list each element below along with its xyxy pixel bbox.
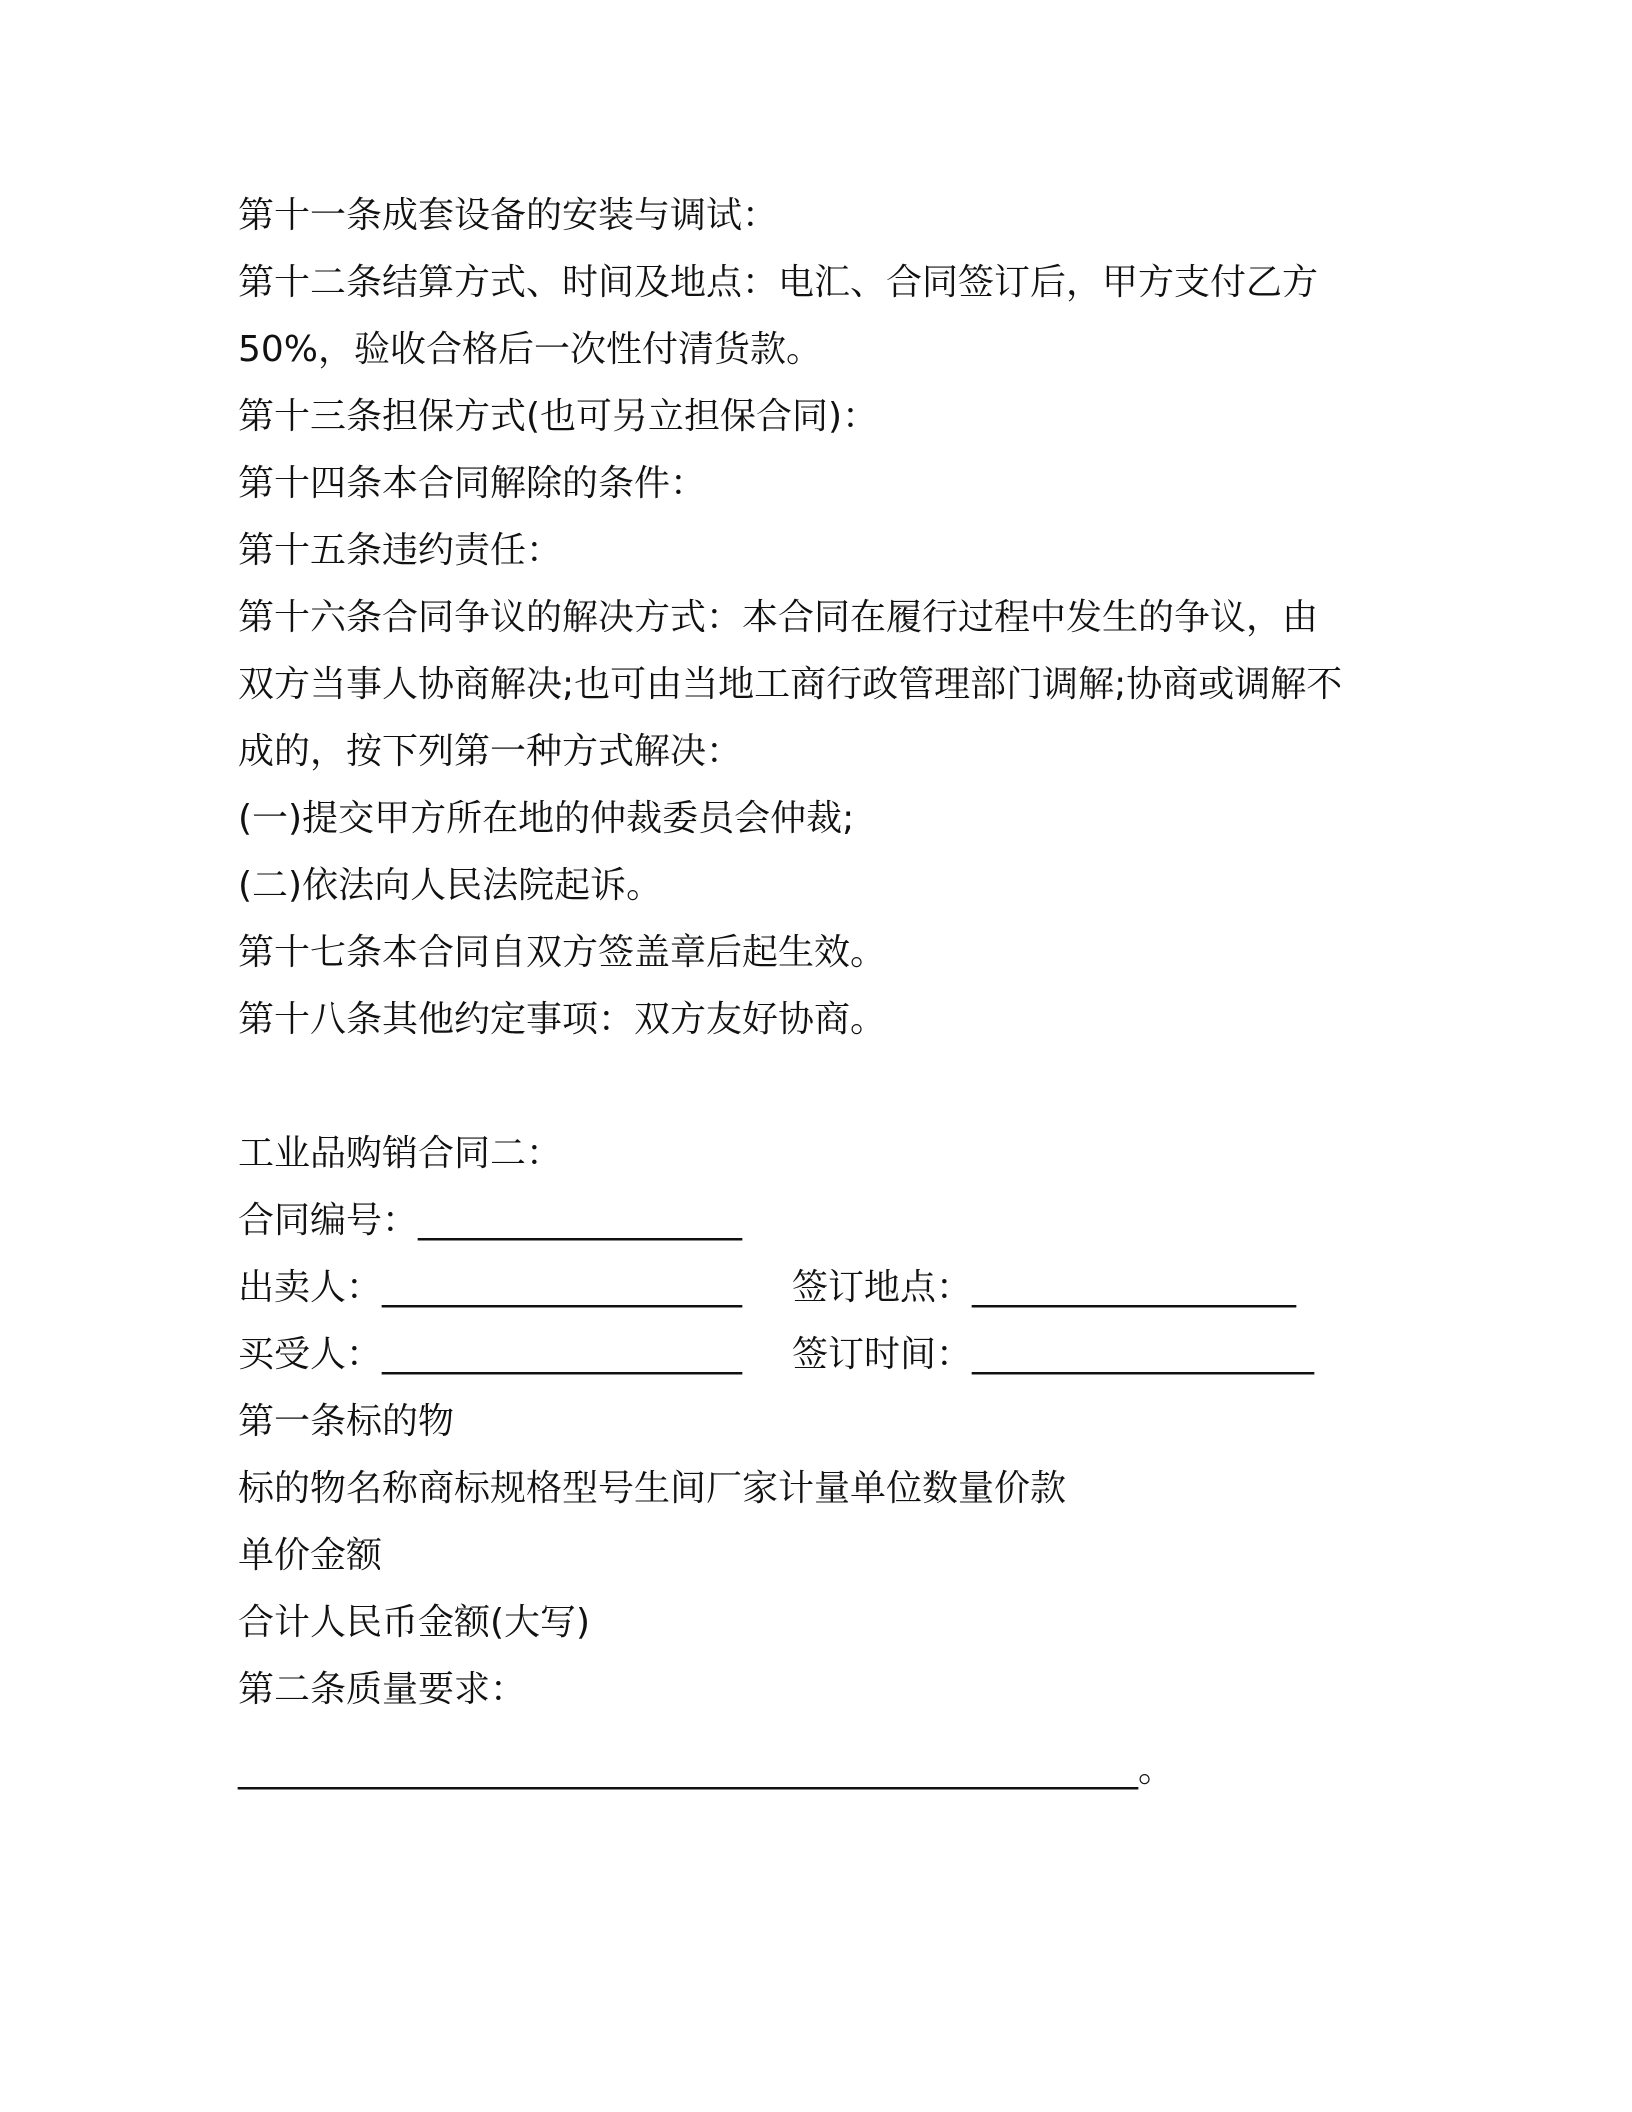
article-1: 第一条标的物 bbox=[238, 1401, 455, 1442]
article-16-option-1: (一)提交甲方所在地的仲裁委员会仲裁; bbox=[238, 798, 855, 839]
seller-row bbox=[238, 1264, 742, 1312]
sign-time-label: 签订时间： bbox=[792, 1334, 973, 1375]
article-2: 第二条质量要求： bbox=[238, 1669, 527, 1710]
article-16-line-1: 第十六条合同争议的解决方式：本合同在履行过程中发生的争议，由 bbox=[238, 597, 1319, 638]
seller-label: 出卖人： bbox=[238, 1267, 383, 1308]
article-17: 第十七条本合同自双方签盖章后起生效。 bbox=[238, 932, 887, 973]
article-16-line-3: 成的，按下列第一种方式解决： bbox=[238, 731, 743, 772]
total-amount-label: 合计人民币金额(大写) bbox=[238, 1602, 591, 1643]
seller-blank: ____________________ bbox=[382, 1267, 743, 1308]
buyer-row bbox=[238, 1331, 742, 1379]
sign-place-blank: __________________ bbox=[972, 1267, 1297, 1308]
article-15: 第十五条违约责任： bbox=[238, 530, 563, 571]
article-16-option-2: (二)依法向人民法院起诉。 bbox=[238, 865, 663, 906]
article-12-line-1: 第十二条结算方式、时间及地点：电汇、合同签订后，甲方支付乙方 bbox=[238, 262, 1319, 303]
article-18: 第十八条其他约定事项：双方友好协商。 bbox=[238, 999, 887, 1040]
contract-number-label: 合同编号： bbox=[238, 1200, 419, 1241]
buyer-label: 买受人： bbox=[238, 1334, 383, 1375]
sign-place-row bbox=[792, 1264, 1296, 1312]
sign-time-row bbox=[792, 1331, 1314, 1379]
article-16-line-2: 双方当事人协商解决;也可由当地工商行政管理部门调解;协商或调解不 bbox=[238, 664, 1343, 705]
article-11: 第十一条成套设备的安装与调试： bbox=[238, 195, 779, 236]
article-13: 第十三条担保方式(也可另立担保合同)： bbox=[238, 396, 879, 437]
contract-number-row bbox=[238, 1197, 742, 1245]
contract-two-title: 工业品购销合同二： bbox=[238, 1133, 563, 1174]
contract-number-blank: __________________ bbox=[418, 1200, 743, 1241]
subject-table-header: 标的物名称商标规格型号生间厂家计量单位数量价款 bbox=[238, 1468, 1067, 1509]
subject-table-header-cont: 单价金额 bbox=[238, 1535, 383, 1576]
sign-time-blank: ___________________ bbox=[972, 1334, 1315, 1375]
buyer-blank: ____________________ bbox=[382, 1334, 743, 1375]
article-12-line-2: 50%，验收合格后一次性付清货款。 bbox=[238, 329, 823, 370]
sign-place-label: 签订地点： bbox=[792, 1267, 973, 1308]
quality-requirement-blank: __________________________________________________。 bbox=[238, 1749, 1174, 1790]
article-14: 第十四条本合同解除的条件： bbox=[238, 463, 707, 504]
